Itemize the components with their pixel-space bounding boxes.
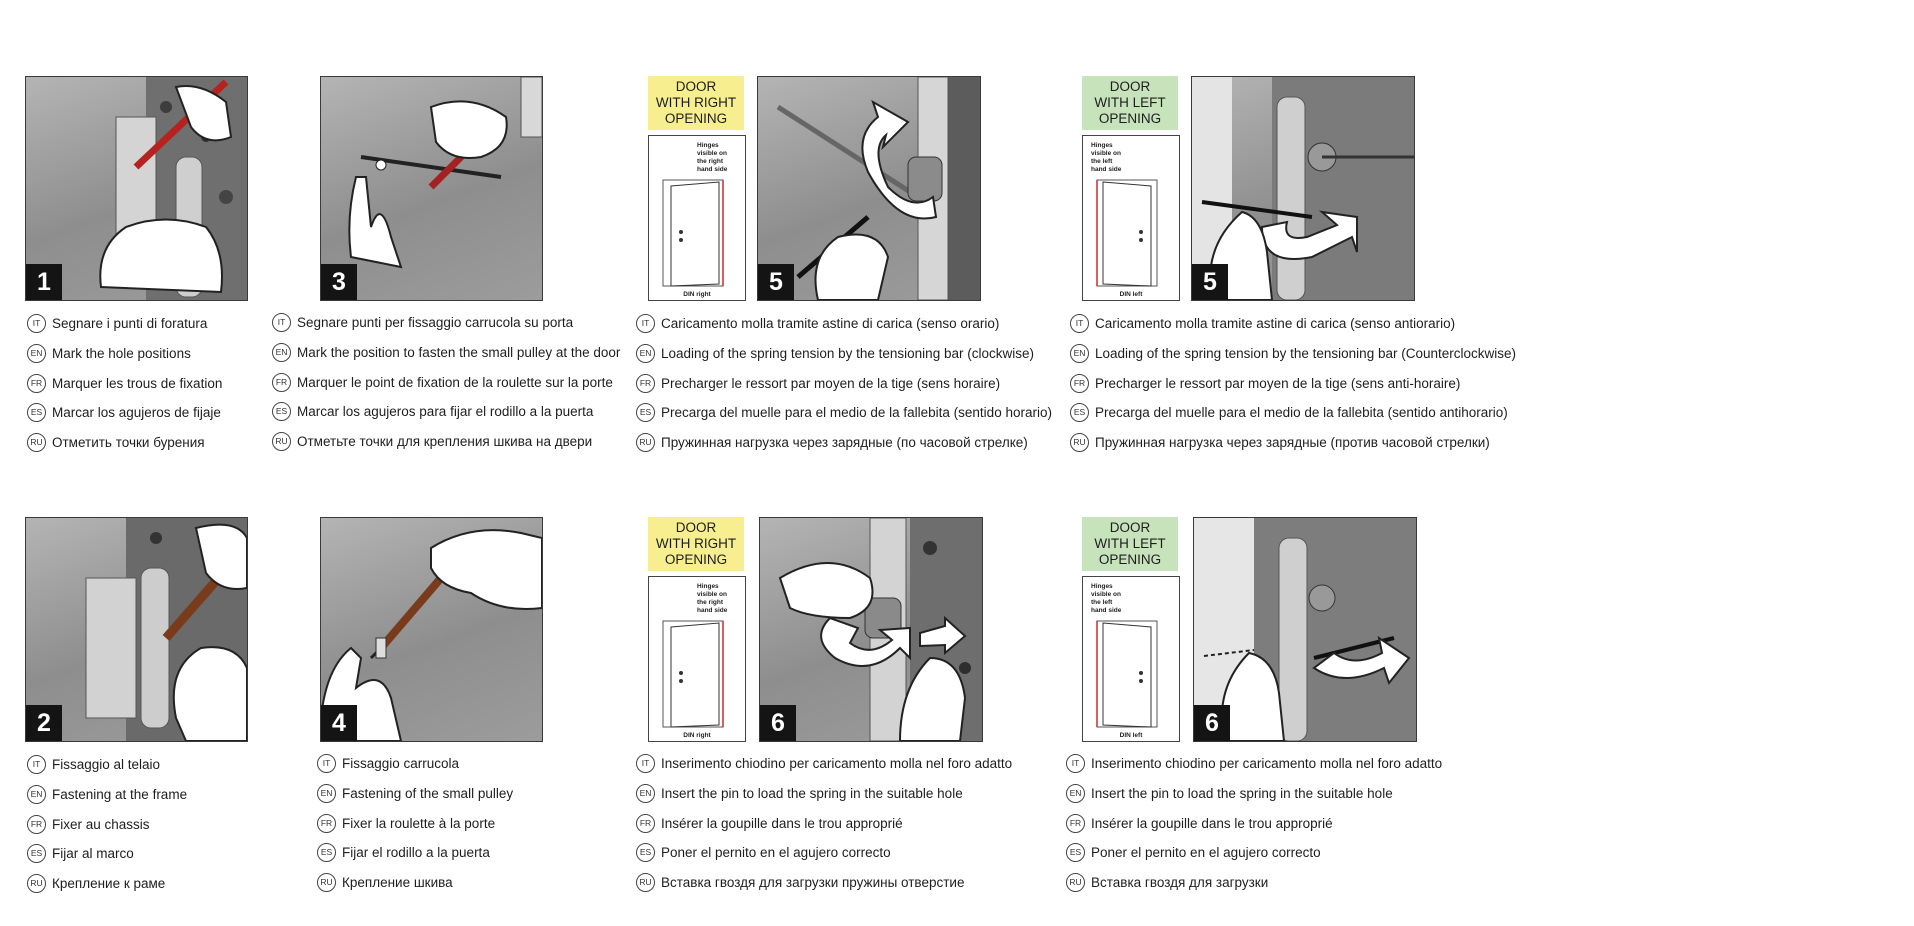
lang-badge-fr: FR — [317, 814, 336, 833]
caption-fr: FR Insérer la goupille dans le trou approprié — [636, 808, 1012, 838]
lang-badge-fr: FR — [636, 814, 655, 833]
lang-badge-es: ES — [636, 403, 655, 422]
caption-es: ES Marcar los agujeros de fijaje — [27, 398, 222, 428]
lang-badge-fr: FR — [27, 815, 46, 834]
lang-badge-es: ES — [1070, 403, 1089, 422]
lang-badge-ru: RU — [317, 873, 336, 892]
caption-it: IT Fissaggio carrucola — [317, 749, 513, 779]
step-1-captions — [27, 309, 222, 457]
step-5-right-photo — [757, 76, 981, 301]
step-4-photo — [320, 517, 543, 742]
lang-badge-ru: RU — [636, 433, 655, 452]
lang-badge-it: IT — [272, 313, 291, 332]
lang-badge-ru: RU — [27, 433, 46, 452]
step-6-left-captions — [1066, 749, 1442, 897]
caption-ru: RU Крепление к раме — [27, 869, 187, 899]
caption-ru: RU Вставка гвоздя для загрузки пружины отверстие — [636, 868, 1012, 898]
step-number: 5 — [1192, 264, 1228, 300]
step-5-left-captions — [1070, 309, 1516, 457]
caption-it: IT Inserimento chiodino per caricamento molla nel foro adatto — [636, 749, 1012, 779]
lang-badge-en: EN — [27, 785, 46, 804]
lang-badge-en: EN — [1070, 344, 1089, 363]
step-6-right-photo — [759, 517, 983, 742]
caption-it: IT Segnare punti per fissaggio carrucola su porta — [272, 308, 620, 338]
lang-badge-it: IT — [317, 754, 336, 773]
lang-badge-ru: RU — [272, 432, 291, 451]
caption-it: IT Caricamento molla tramite astine di carica (senso antiorario) — [1070, 309, 1516, 339]
caption-ru: RU Отметить точки бурения — [27, 428, 222, 458]
caption-it: IT Inserimento chiodino per caricamento molla nel foro adatto — [1066, 749, 1442, 779]
caption-fr: FR Marquer les trous de fixation — [27, 368, 222, 398]
step-5-right-captions — [636, 309, 1052, 457]
lang-badge-en: EN — [272, 343, 291, 362]
lang-badge-es: ES — [27, 403, 46, 422]
caption-es: ES Precarga del muelle para el medio de la fallebita (sentido antihorario) — [1070, 398, 1516, 428]
din-left-diagram: Hinges visible on the left hand side DIN left — [1082, 576, 1180, 742]
step-3-photo — [320, 76, 543, 301]
caption-es: ES Fijar el rodillo a la puerta — [317, 838, 513, 868]
caption-ru: RU Пружинная нагрузка через зарядные (против часовой стрелки) — [1070, 428, 1516, 458]
caption-ru: RU Отметьте точки для крепления шкива на двери — [272, 427, 620, 457]
caption-en: EN Loading of the spring tension by the tensioning bar (clockwise) — [636, 339, 1052, 369]
caption-ru: RU Пружинная нагрузка через зарядные (по часовой стрелке) — [636, 428, 1052, 458]
lang-badge-it: IT — [27, 755, 46, 774]
caption-fr: FR Fixer au chassis — [27, 809, 187, 839]
door-left-opening-label: DOOR WITH LEFT OPENING — [1082, 76, 1178, 130]
caption-es: ES Poner el pernito en el agujero correcto — [636, 838, 1012, 868]
din-right-diagram: Hinges visible on the right hand side DIN right — [648, 576, 746, 742]
lang-badge-en: EN — [27, 344, 46, 363]
lang-badge-it: IT — [27, 314, 46, 333]
lang-badge-it: IT — [636, 754, 655, 773]
caption-fr: FR Insérer la goupille dans le trou approprié — [1066, 808, 1442, 838]
caption-it: IT Fissaggio al telaio — [27, 750, 187, 780]
lang-badge-es: ES — [636, 843, 655, 862]
caption-fr: FR Fixer la roulette à la porte — [317, 808, 513, 838]
step-3-captions — [272, 308, 620, 456]
door-right-opening-label: DOOR WITH RIGHT OPENING — [648, 76, 744, 130]
step-6-right-captions — [636, 749, 1012, 897]
lang-badge-es: ES — [272, 402, 291, 421]
lang-badge-ru: RU — [1070, 433, 1089, 452]
door-right-opening-label: DOOR WITH RIGHT OPENING — [648, 517, 744, 571]
caption-ru: RU Крепление шкива — [317, 868, 513, 898]
step-number: 4 — [321, 705, 357, 741]
lang-badge-en: EN — [317, 784, 336, 803]
step-2-photo — [25, 517, 248, 742]
lang-badge-fr: FR — [1066, 814, 1085, 833]
caption-en: EN Fastening of the small pulley — [317, 779, 513, 809]
caption-en: EN Mark the position to fasten the small pulley at the door — [272, 338, 620, 368]
caption-en: EN Fastening at the frame — [27, 780, 187, 810]
lang-badge-ru: RU — [27, 874, 46, 893]
caption-en: EN Insert the pin to load the spring in the suitable hole — [636, 779, 1012, 809]
caption-en: EN Loading of the spring tension by the tensioning bar (Counterclockwise) — [1070, 339, 1516, 369]
step-number: 2 — [26, 705, 62, 741]
lang-badge-fr: FR — [272, 373, 291, 392]
lang-badge-ru: RU — [636, 873, 655, 892]
lang-badge-es: ES — [27, 844, 46, 863]
lang-badge-en: EN — [636, 344, 655, 363]
caption-fr: FR Marquer le point de fixation de la roulette sur la porte — [272, 367, 620, 397]
lang-badge-it: IT — [1070, 314, 1089, 333]
lang-badge-es: ES — [1066, 843, 1085, 862]
step-number: 6 — [1194, 705, 1230, 741]
step-6-left-photo — [1193, 517, 1417, 742]
lang-badge-es: ES — [317, 843, 336, 862]
step-number: 1 — [26, 264, 62, 300]
door-left-opening-label: DOOR WITH LEFT OPENING — [1082, 517, 1178, 571]
step-number: 3 — [321, 264, 357, 300]
lang-badge-en: EN — [636, 784, 655, 803]
step-5-left-photo — [1191, 76, 1415, 301]
caption-es: ES Marcar los agujeros para fijar el rodillo a la puerta — [272, 397, 620, 427]
caption-es: ES Precarga del muelle para el medio de la fallebita (sentido horario) — [636, 398, 1052, 428]
step-4-captions — [317, 749, 513, 897]
caption-it: IT Segnare i punti di foratura — [27, 309, 222, 339]
step-number: 5 — [758, 264, 794, 300]
din-left-diagram: Hinges visible on the left hand side DIN left — [1082, 135, 1180, 301]
caption-es: ES Fijar al marco — [27, 839, 187, 869]
caption-it: IT Caricamento molla tramite astine di carica (senso orario) — [636, 309, 1052, 339]
din-right-diagram: Hinges visible on the right hand side DIN right — [648, 135, 746, 301]
lang-badge-fr: FR — [1070, 374, 1089, 393]
lang-badge-ru: RU — [1066, 873, 1085, 892]
caption-en: EN Mark the hole positions — [27, 339, 222, 369]
caption-fr: FR Precharger le ressort par moyen de la tige (sens anti-horaire) — [1070, 368, 1516, 398]
lang-badge-it: IT — [636, 314, 655, 333]
lang-badge-fr: FR — [636, 374, 655, 393]
caption-fr: FR Precharger le ressort par moyen de la tige (sens horaire) — [636, 368, 1052, 398]
lang-badge-fr: FR — [27, 374, 46, 393]
caption-es: ES Poner el pernito en el agujero correcto — [1066, 838, 1442, 868]
step-2-captions — [27, 750, 187, 898]
lang-badge-it: IT — [1066, 754, 1085, 773]
step-1-photo — [25, 76, 248, 301]
lang-badge-en: EN — [1066, 784, 1085, 803]
caption-en: EN Insert the pin to load the spring in the suitable hole — [1066, 779, 1442, 809]
step-number: 6 — [760, 705, 796, 741]
caption-ru: RU Вставка гвоздя для загрузки — [1066, 868, 1442, 898]
